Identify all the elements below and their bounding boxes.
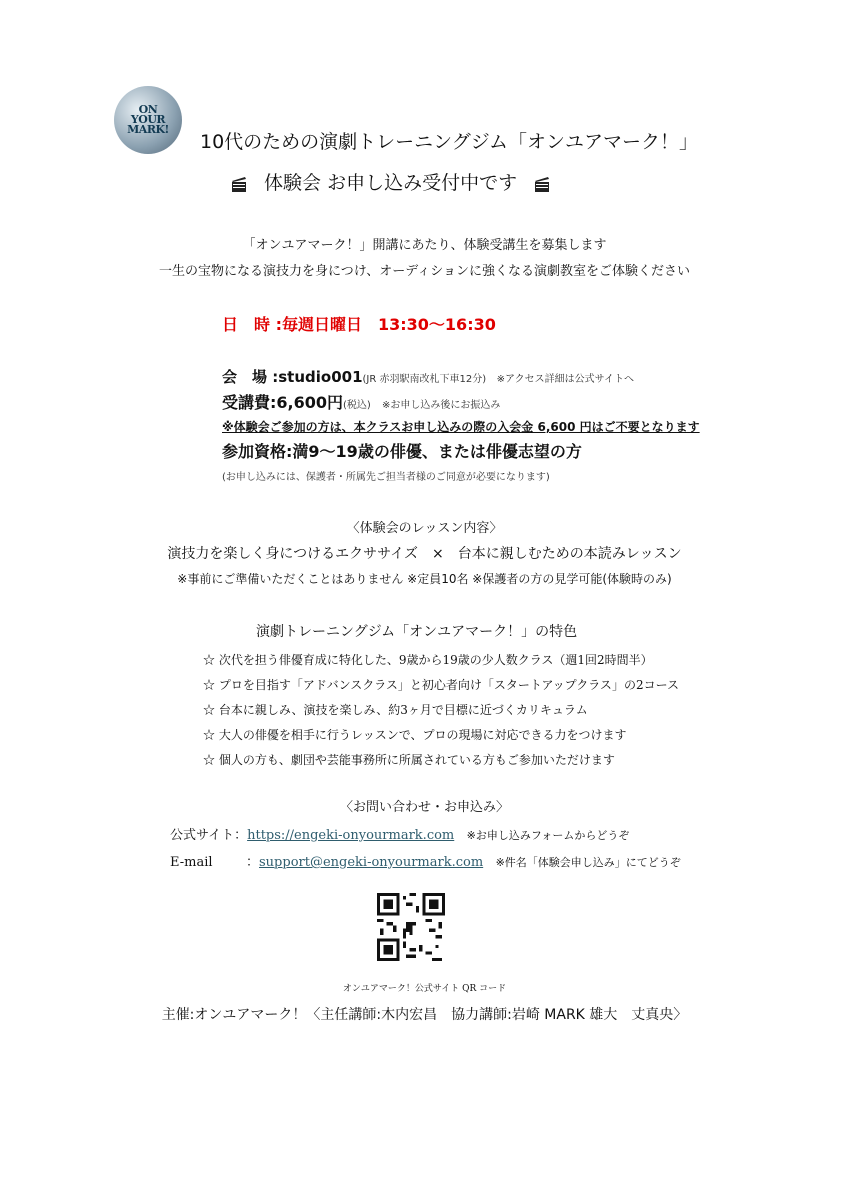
subtitle-line	[230, 174, 551, 193]
fee-waiver-note: ※体験会ご参加の方は、本クラスお申し込みの際の入会金 6,600 円はご不要となります	[222, 420, 700, 434]
venue-label: 会 場	[222, 368, 268, 386]
date-row	[222, 317, 496, 333]
email-note: ※件名「体験会申し込み」にてどうぞ	[495, 856, 681, 869]
email-row	[170, 856, 681, 869]
feature-item: ☆ 個人の方も、劇団や芸能事務所に所属されている方もご参加いただけます	[203, 753, 615, 767]
email-separator: ：	[246, 855, 260, 870]
qr-caption: オンユアマーク！公式サイト QR コード	[342, 984, 507, 994]
feature-item: ☆ 次代を担う俳優育成に特化した、9歳から19歳の少人数クラス（週1回2時間半）	[203, 653, 653, 667]
email-label: E-mail	[170, 855, 213, 870]
site-note: ※お申し込みフォームからどうぞ	[466, 829, 630, 842]
lesson-heading: 〈体験会のレッスン内容〉	[346, 521, 503, 536]
fee-note: ※お申し込み後にお振込み	[381, 400, 501, 411]
intro-line: 「オンユアマーク！」開講にあたり、体験受講生を募集します	[242, 238, 607, 253]
intro-line: 一生の宝物になる演技力を身につけ、オーディションに強くなる演劇教室をご体験ください	[159, 264, 690, 279]
venue-value: :studio001	[272, 368, 363, 386]
date-label: 日 時	[222, 315, 271, 334]
page-title: 10代のための演劇トレーニングジム「オンユアマーク！」	[200, 131, 699, 153]
clapperboard-icon	[230, 175, 248, 193]
site-link[interactable]: https://engeki-onyourmark.com	[247, 828, 455, 843]
logo: ON YOUR MARK!	[114, 86, 182, 154]
site-row	[170, 829, 629, 842]
qualification-row	[222, 444, 582, 460]
qr-code[interactable]	[377, 893, 445, 961]
lesson-notes: ※事前にご準備いただくことはありません ※定員10名 ※保護者の方の見学可能(体験時のみ)	[177, 572, 672, 586]
feature-item: ☆ 台本に親しみ、演技を楽しみ、約3ヶ月で目標に近づくカリキュラム	[203, 703, 588, 717]
date-value: :毎週日曜日 13:30〜16:30	[275, 315, 496, 334]
fee-value: :6,600円	[270, 393, 344, 412]
organizer: 主催:オンユアマーク！〈主任講師:木内宏昌 協力講師:岩崎 MARK 雄大 丈真央〉	[161, 1007, 688, 1023]
subtitle: 体験会 お申し込み受付中です	[264, 172, 518, 194]
venue-note: ※アクセス詳細は公式サイトへ	[496, 374, 634, 385]
fee-row	[222, 395, 500, 411]
qualification-note: (お申し込みには、保護者・所属先ご担当者様のご同意が必要になります)	[222, 472, 550, 483]
feature-item: ☆ プロを目指す「アドバンスクラス」と初心者向け「スタートアップクラス」の2コース	[203, 678, 679, 692]
feature-item: ☆ 大人の俳優を相手に行うレッスンで、プロの現場に対応できる力をつけます	[203, 728, 627, 742]
fee-detail: (税込)	[343, 400, 371, 411]
qualification-value: :満9〜19歳の俳優、または俳優志望の方	[286, 442, 582, 461]
email-link[interactable]: support@engeki-onyourmark.com	[259, 855, 484, 870]
qualification-label: 参加資格	[222, 442, 287, 461]
contact-heading: 〈お問い合わせ・お申込み〉	[339, 800, 509, 815]
clapperboard-icon	[533, 175, 551, 193]
lesson-content: 演技力を楽しく身につけるエクササイズ × 台本に親しむための本読みレッスン	[167, 546, 682, 562]
venue-detail: (JR 赤羽駅南改札下車12分)	[362, 374, 487, 385]
features-heading: 演劇トレーニングジム「オンユアマーク！」の特色	[256, 624, 578, 640]
venue-row	[222, 370, 634, 385]
fee-label: 受講費	[222, 393, 271, 412]
site-label: 公式サイト：	[170, 828, 248, 843]
